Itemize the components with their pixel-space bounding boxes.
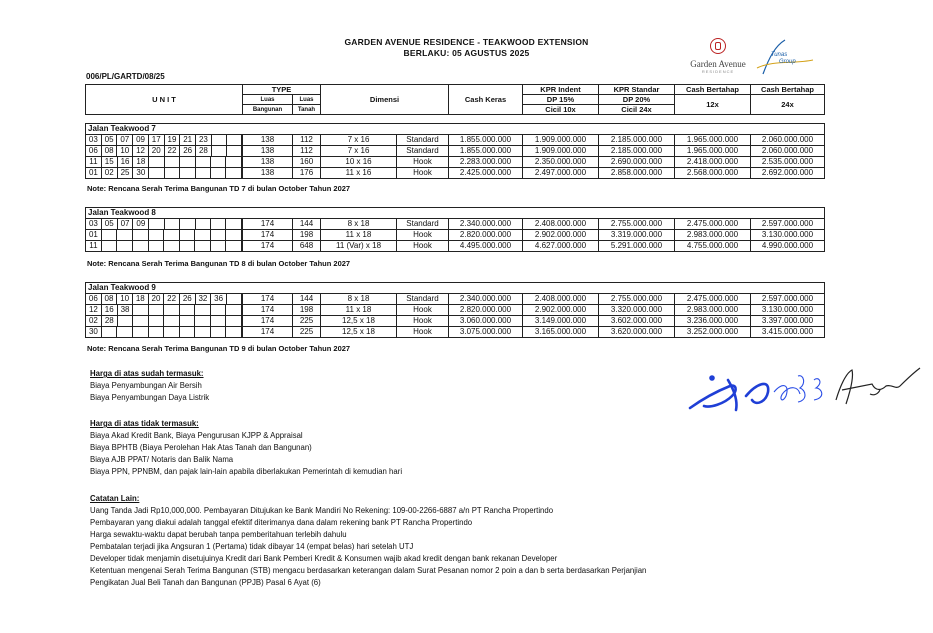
table-row: [86, 157, 825, 168]
unit-number: [164, 241, 180, 251]
cash-bertahap-12-header: Cash Bertahap: [675, 85, 751, 95]
included-item: Biaya Penyambungan Air Bersih: [90, 381, 202, 390]
signatures: [686, 356, 926, 421]
cash-bertahap-12-value: 3.236.000.000: [675, 316, 751, 327]
unit-number: 07: [117, 135, 133, 145]
cash-bertahap-12-value: 1.965.000.000: [675, 135, 751, 146]
position-value: Standard: [397, 219, 449, 230]
unit-number: [117, 241, 133, 251]
unit-cell: [86, 146, 243, 157]
unit-number: [226, 157, 242, 167]
unit-number: [211, 219, 226, 229]
luas-tanah-header: Luas: [293, 95, 321, 105]
unit-cell: [86, 327, 243, 338]
notes-heading: Catatan Lain:: [90, 494, 140, 503]
unit-number: 16: [101, 305, 117, 315]
unit-number: 06: [86, 146, 101, 156]
kpr-standar-value: 3.320.000.000: [599, 305, 675, 316]
notes-item: Pembatalan terjadi jika Angsuran 1 (Pertama) tidak dibayar 14 (empat belas) hari setelah UTJ: [90, 542, 414, 551]
unit-number: 20: [148, 294, 164, 304]
dimensi-value: 11 (Var) x 18: [321, 241, 397, 252]
dimensi-header: Dimensi: [321, 85, 449, 115]
unit-number: 03: [86, 135, 101, 145]
unit-number: 12: [133, 146, 149, 156]
cash-keras-value: 3.075.000.000: [449, 327, 523, 338]
cash-keras-value: 3.060.000.000: [449, 316, 523, 327]
unit-number: 32: [195, 294, 211, 304]
dimensi-value: 12,5 x 18: [321, 327, 397, 338]
cash-keras-value: 1.855.000.000: [449, 135, 523, 146]
unit-number: [148, 241, 164, 251]
unit-number: 08: [101, 146, 117, 156]
cash-bertahap-12-value: 2.475.000.000: [675, 294, 751, 305]
position-value: Standard: [397, 146, 449, 157]
unit-number: [210, 241, 226, 251]
unit-number: 05: [101, 219, 117, 229]
block-note: Note: Rencana Serah Terima Bangunan TD 9 di bulan October Tahun 2027: [87, 344, 351, 353]
position-value: Hook: [397, 305, 449, 316]
luas-bangunan-value: 138: [243, 168, 293, 179]
kpr-indent-cicil: Cicil 10x: [523, 105, 599, 115]
unit-number: [226, 316, 242, 326]
cash-keras-value: 4.495.000.000: [449, 241, 523, 252]
unit-number: [195, 219, 210, 229]
unit-number: [179, 327, 195, 337]
unit-number: [195, 305, 210, 315]
kpr-standar-value: 2.858.000.000: [599, 168, 675, 179]
unit-number: 10: [117, 146, 133, 156]
cash-bertahap-24-value: 2.597.000.000: [751, 219, 825, 230]
unit-header: U N I T: [86, 85, 243, 115]
kpr-standar-value: 2.185.000.000: [599, 135, 675, 146]
luas-bangunan-value: 174: [243, 230, 293, 241]
luas-tanah-value: 648: [293, 241, 321, 252]
kpr-indent-value: 2.497.000.000: [523, 168, 599, 179]
dimensi-value: 11 x 18: [321, 305, 397, 316]
kpr-standar-value: 2.690.000.000: [599, 157, 675, 168]
included-heading: Harga di atas sudah termasuk:: [90, 369, 204, 378]
dimensi-value: 7 x 16: [321, 146, 397, 157]
garden-avenue-emblem-icon: [710, 38, 726, 54]
unit-number: [117, 316, 133, 326]
kpr-indent-value: 2.902.000.000: [523, 230, 599, 241]
unit-number: 18: [132, 294, 148, 304]
unit-number: [164, 230, 180, 240]
unit-cell: [86, 135, 243, 146]
kpr-indent-value: 3.165.000.000: [523, 327, 599, 338]
block-note: Note: Rencana Serah Terima Bangunan TD 8 di bulan October Tahun 2027: [87, 259, 351, 268]
notes-section: [90, 493, 646, 589]
unit-number: [101, 327, 117, 337]
price-table-header: [85, 84, 825, 115]
cash-bertahap-24-value: 4.990.000.000: [751, 241, 825, 252]
unit-number: [179, 241, 195, 251]
unit-number: [226, 168, 242, 178]
table-row: [86, 294, 825, 305]
position-value: Standard: [397, 135, 449, 146]
unit-number: 16: [117, 157, 133, 167]
cash-bertahap-12-value: 1.965.000.000: [675, 146, 751, 157]
notes-item: Pengikatan Jual Beli Tanah dan Bangunan (PPJB) Pasal 6 Ayat (6): [90, 578, 321, 587]
cash-keras-value: 2.425.000.000: [449, 168, 523, 179]
included-item: Biaya Penyambungan Daya Listrik: [90, 393, 210, 402]
unit-number: 25: [117, 168, 133, 178]
unit-number: [226, 241, 242, 251]
unit-number: 01: [86, 230, 101, 240]
unit-number: 11: [86, 157, 101, 167]
luas-bangunan-value: 138: [243, 135, 293, 146]
unit-number: [149, 168, 164, 178]
unit-number: [133, 316, 149, 326]
cash-bertahap-12-value: 2.475.000.000: [675, 219, 751, 230]
block-note: Note: Rencana Serah Terima Bangunan TD 7 di bulan October Tahun 2027: [87, 184, 351, 193]
unit-number: 10: [117, 294, 133, 304]
luas-bangunan-header: Luas: [243, 95, 293, 105]
unit-number: 36: [211, 294, 227, 304]
kpr-indent-value: 4.627.000.000: [523, 241, 599, 252]
unit-number: [195, 230, 211, 240]
unit-number: [210, 230, 226, 240]
cash-keras-value: 1.855.000.000: [449, 146, 523, 157]
kpr-indent-value: 2.408.000.000: [523, 294, 599, 305]
unit-number: 08: [101, 294, 117, 304]
unit-number: [164, 305, 179, 315]
kpr-standar-value: 2.185.000.000: [599, 146, 675, 157]
unit-number: [164, 168, 179, 178]
unit-number: 02: [86, 316, 101, 326]
table-row: [86, 135, 825, 146]
kpr-standar-dp: DP 20%: [599, 95, 675, 105]
unit-number: 03: [86, 219, 101, 229]
signature-blue: [690, 377, 768, 411]
unit-cell: [86, 157, 243, 168]
notes-item: Uang Tanda Jadi Rp10,000,000. Pembayaran Ditujukan ke Bank Mandiri No Rekening: 109-00-2266-6887 a/n PT Rancha Propertindo: [90, 506, 554, 515]
unit-number: 02: [101, 168, 117, 178]
unit-number: 28: [196, 146, 212, 156]
kpr-indent-value: 2.902.000.000: [523, 305, 599, 316]
unit-number: 30: [133, 168, 149, 178]
cash-bertahap-24-value: 3.415.000.000: [751, 327, 825, 338]
unit-number: 06: [86, 294, 101, 304]
kpr-standar-header: KPR Standar: [599, 85, 675, 95]
dimensi-value: 11 x 18: [321, 230, 397, 241]
excluded-section: [90, 418, 402, 478]
luas-tanah-unit: Tanah: [293, 105, 321, 115]
garden-avenue-logo: [688, 38, 748, 74]
luas-bangunan-value: 174: [243, 316, 293, 327]
unit-number: 01: [86, 168, 101, 178]
tunas-group-logo: [755, 38, 815, 78]
cash-bertahap-12-value: 3.252.000.000: [675, 327, 751, 338]
logo-name: Garden Avenue: [690, 59, 746, 69]
unit-number: [210, 157, 225, 167]
unit-number: 22: [164, 146, 180, 156]
position-value: Hook: [397, 241, 449, 252]
unit-number: 09: [133, 135, 149, 145]
unit-number: [195, 157, 210, 167]
notes-item: Ketentuan mengenai Serah Terima Bangunan (STB) mengacu berdasarkan keterangan dalam Surat Pesanan nomor 2 poin a dan b serta berdasarkan Perjanjian: [90, 566, 647, 575]
unit-number: [179, 230, 195, 240]
tunas-logo-text: Tunas Group: [771, 52, 796, 65]
block-table: [85, 123, 825, 179]
kpr-indent-value: 3.149.000.000: [523, 316, 599, 327]
luas-tanah-value: 160: [293, 157, 321, 168]
cash-bertahap-12-value: 2.983.000.000: [675, 305, 751, 316]
unit-number: [226, 327, 242, 337]
unit-number: 26: [179, 294, 195, 304]
kpr-standar-value: 3.602.000.000: [599, 316, 675, 327]
kpr-standar-value: 3.319.000.000: [599, 230, 675, 241]
unit-number: [226, 230, 242, 240]
unit-number: 38: [117, 305, 133, 315]
unit-number: [164, 219, 179, 229]
unit-number: [226, 146, 241, 156]
unit-number: 22: [164, 294, 180, 304]
unit-number: 19: [164, 135, 180, 145]
unit-cell: [86, 316, 243, 327]
luas-bangunan-value: 174: [243, 219, 293, 230]
unit-cell: [86, 168, 243, 179]
unit-number: [179, 305, 194, 315]
unit-number: 05: [101, 135, 117, 145]
unit-number: [211, 168, 226, 178]
signature-blue-light: [774, 376, 822, 402]
luas-tanah-value: 198: [293, 305, 321, 316]
excluded-item: Biaya AJB PPAT/ Notaris dan Balik Nama: [90, 455, 234, 464]
kpr-indent-dp: DP 15%: [523, 95, 599, 105]
unit-number: 28: [101, 316, 117, 326]
kpr-indent-value: 1.909.000.000: [523, 146, 599, 157]
unit-number: [226, 294, 241, 304]
table-row: [86, 241, 825, 252]
document-title: GARDEN AVENUE RESIDENCE - TEAKWOOD EXTENSION: [344, 37, 589, 47]
cash-bertahap-12-value: 2.983.000.000: [675, 230, 751, 241]
unit-cell: [86, 241, 243, 252]
unit-cell: [86, 294, 243, 305]
notes-item: Harga sewaktu-waktu dapat berubah tanpa pemberitahuan terlebih dahulu: [90, 530, 347, 539]
cash-bertahap-24-value: 3.397.000.000: [751, 316, 825, 327]
luas-bangunan-unit: Bangunan: [243, 105, 293, 115]
unit-number: [101, 241, 117, 251]
logo-subtitle: RESIDENCE: [701, 69, 735, 74]
document-number: 006/PL/GARTD/08/25: [86, 72, 165, 81]
kpr-standar-cicil: Cicil 24x: [599, 105, 675, 115]
luas-tanah-value: 198: [293, 230, 321, 241]
cash-bertahap-24-count: 24x: [751, 95, 825, 115]
block-title: Jalan Teakwood 9: [86, 283, 825, 294]
dimensi-value: 8 x 18: [321, 219, 397, 230]
table-row: [86, 168, 825, 179]
unit-number: 30: [86, 327, 101, 337]
excluded-heading: Harga di atas tidak termasuk:: [90, 419, 199, 428]
cash-keras-value: 2.820.000.000: [449, 230, 523, 241]
unit-number: 20: [148, 146, 164, 156]
unit-number: [148, 305, 163, 315]
cash-keras-value: 2.340.000.000: [449, 294, 523, 305]
unit-number: [149, 219, 164, 229]
unit-number: [211, 146, 226, 156]
luas-bangunan-value: 174: [243, 241, 293, 252]
unit-cell: [86, 219, 243, 230]
dimensi-value: 12,5 x 18: [321, 316, 397, 327]
unit-number: 07: [117, 219, 133, 229]
kpr-standar-value: 2.755.000.000: [599, 294, 675, 305]
luas-tanah-value: 144: [293, 294, 321, 305]
cash-bertahap-24-value: 3.130.000.000: [751, 305, 825, 316]
dimensi-value: 7 x 16: [321, 135, 397, 146]
unit-number: [226, 219, 242, 229]
luas-tanah-value: 144: [293, 219, 321, 230]
position-value: Hook: [397, 230, 449, 241]
position-value: Hook: [397, 327, 449, 338]
unit-number: [210, 305, 225, 315]
unit-number: [148, 316, 164, 326]
unit-cell: [86, 305, 243, 316]
luas-tanah-value: 176: [293, 168, 321, 179]
unit-number: [101, 230, 117, 240]
kpr-standar-value: 5.291.000.000: [599, 241, 675, 252]
position-value: Hook: [397, 157, 449, 168]
table-row: [86, 230, 825, 241]
luas-tanah-value: 112: [293, 135, 321, 146]
luas-tanah-value: 225: [293, 316, 321, 327]
unit-number: 21: [180, 135, 196, 145]
kpr-standar-value: 3.620.000.000: [599, 327, 675, 338]
luas-bangunan-value: 174: [243, 327, 293, 338]
table-row: [86, 146, 825, 157]
table-row: [86, 219, 825, 230]
unit-number: [226, 135, 241, 145]
kpr-indent-value: 2.408.000.000: [523, 219, 599, 230]
unit-cell: [86, 230, 243, 241]
unit-number: [195, 168, 210, 178]
luas-bangunan-value: 138: [243, 157, 293, 168]
unit-number: [164, 316, 180, 326]
unit-number: [211, 135, 226, 145]
unit-number: [117, 327, 133, 337]
position-value: Standard: [397, 294, 449, 305]
unit-number: [132, 327, 148, 337]
kpr-standar-value: 2.755.000.000: [599, 219, 675, 230]
unit-number: [180, 157, 195, 167]
luas-tanah-value: 112: [293, 146, 321, 157]
position-value: Hook: [397, 316, 449, 327]
unit-number: [164, 327, 180, 337]
position-value: Hook: [397, 168, 449, 179]
cash-keras-value: 2.283.000.000: [449, 157, 523, 168]
cash-bertahap-24-value: 3.130.000.000: [751, 230, 825, 241]
unit-number: [148, 230, 164, 240]
unit-number: [179, 316, 195, 326]
cash-bertahap-12-count: 12x: [675, 95, 751, 115]
unit-number: 18: [133, 157, 149, 167]
dimensi-value: 11 x 16: [321, 168, 397, 179]
unit-number: 26: [180, 146, 196, 156]
cash-bertahap-24-value: 2.535.000.000: [751, 157, 825, 168]
unit-number: [195, 327, 211, 337]
cash-bertahap-24-value: 2.060.000.000: [751, 146, 825, 157]
dimensi-value: 10 x 16: [321, 157, 397, 168]
type-header: TYPE: [243, 85, 321, 95]
excluded-item: Biaya Akad Kredit Bank, Biaya Pengurusan KJPP & Appraisal: [90, 431, 303, 440]
excluded-item: Biaya BPHTB (Biaya Perolehan Hak Atas Tanah dan Bangunan): [90, 443, 312, 452]
cash-bertahap-24-value: 2.060.000.000: [751, 135, 825, 146]
signature-black: [836, 368, 920, 404]
unit-number: [195, 241, 211, 251]
cash-bertahap-12-value: 2.568.000.000: [675, 168, 751, 179]
unit-number: [132, 230, 148, 240]
unit-number: [149, 157, 164, 167]
included-section: [90, 368, 209, 404]
block-title: Jalan Teakwood 8: [86, 208, 825, 219]
notes-item: Developer tidak menjamin disetujuinya Kredit dari Bank Pemberi Kredit & Konsumen wajib akad kredit dengan bank rekanan Developer: [90, 554, 558, 563]
luas-bangunan-value: 174: [243, 305, 293, 316]
unit-number: [180, 168, 195, 178]
table-row: [86, 305, 825, 316]
cash-bertahap-12-value: 2.418.000.000: [675, 157, 751, 168]
block-title: Jalan Teakwood 7: [86, 124, 825, 135]
excluded-item: Biaya PPN, PPNBM, dan pajak lain-lain apabila diberlakukan Pemerintah di kemudian hari: [90, 467, 403, 476]
cash-bertahap-24-value: 2.692.000.000: [751, 168, 825, 179]
luas-bangunan-value: 138: [243, 146, 293, 157]
unit-number: 17: [148, 135, 164, 145]
cash-bertahap-12-value: 4.755.000.000: [675, 241, 751, 252]
unit-number: [117, 230, 133, 240]
table-row: [86, 316, 825, 327]
cash-keras-value: 2.340.000.000: [449, 219, 523, 230]
dimensi-value: 8 x 18: [321, 294, 397, 305]
unit-number: 11: [86, 241, 101, 251]
unit-number: 23: [196, 135, 212, 145]
cash-bertahap-24-header: Cash Bertahap: [751, 85, 825, 95]
cash-keras-value: 2.820.000.000: [449, 305, 523, 316]
table-row: [86, 327, 825, 338]
block-table: [85, 207, 825, 252]
luas-tanah-value: 225: [293, 327, 321, 338]
notes-item: Pembayaran yang diakui adalah tanggal efektif diterimanya dana dalam rekening bank PT Rancha Propertindo: [90, 518, 473, 527]
kpr-indent-header: KPR Indent: [523, 85, 599, 95]
block-table: [85, 282, 825, 338]
cash-keras-header: Cash Keras: [449, 85, 523, 115]
unit-number: [210, 316, 226, 326]
document-subtitle: BERLAKU: 05 AGUSTUS 2025: [403, 48, 530, 58]
unit-number: [148, 327, 164, 337]
unit-number: [164, 157, 179, 167]
unit-number: [226, 305, 242, 315]
unit-number: 15: [101, 157, 117, 167]
unit-number: [195, 316, 211, 326]
cash-bertahap-24-value: 2.597.000.000: [751, 294, 825, 305]
unit-number: [132, 241, 148, 251]
luas-bangunan-value: 174: [243, 294, 293, 305]
kpr-indent-value: 2.350.000.000: [523, 157, 599, 168]
unit-number: 12: [86, 305, 101, 315]
unit-number: [133, 305, 148, 315]
unit-number: [180, 219, 195, 229]
unit-number: 09: [133, 219, 149, 229]
kpr-indent-value: 1.909.000.000: [523, 135, 599, 146]
unit-number: [210, 327, 226, 337]
